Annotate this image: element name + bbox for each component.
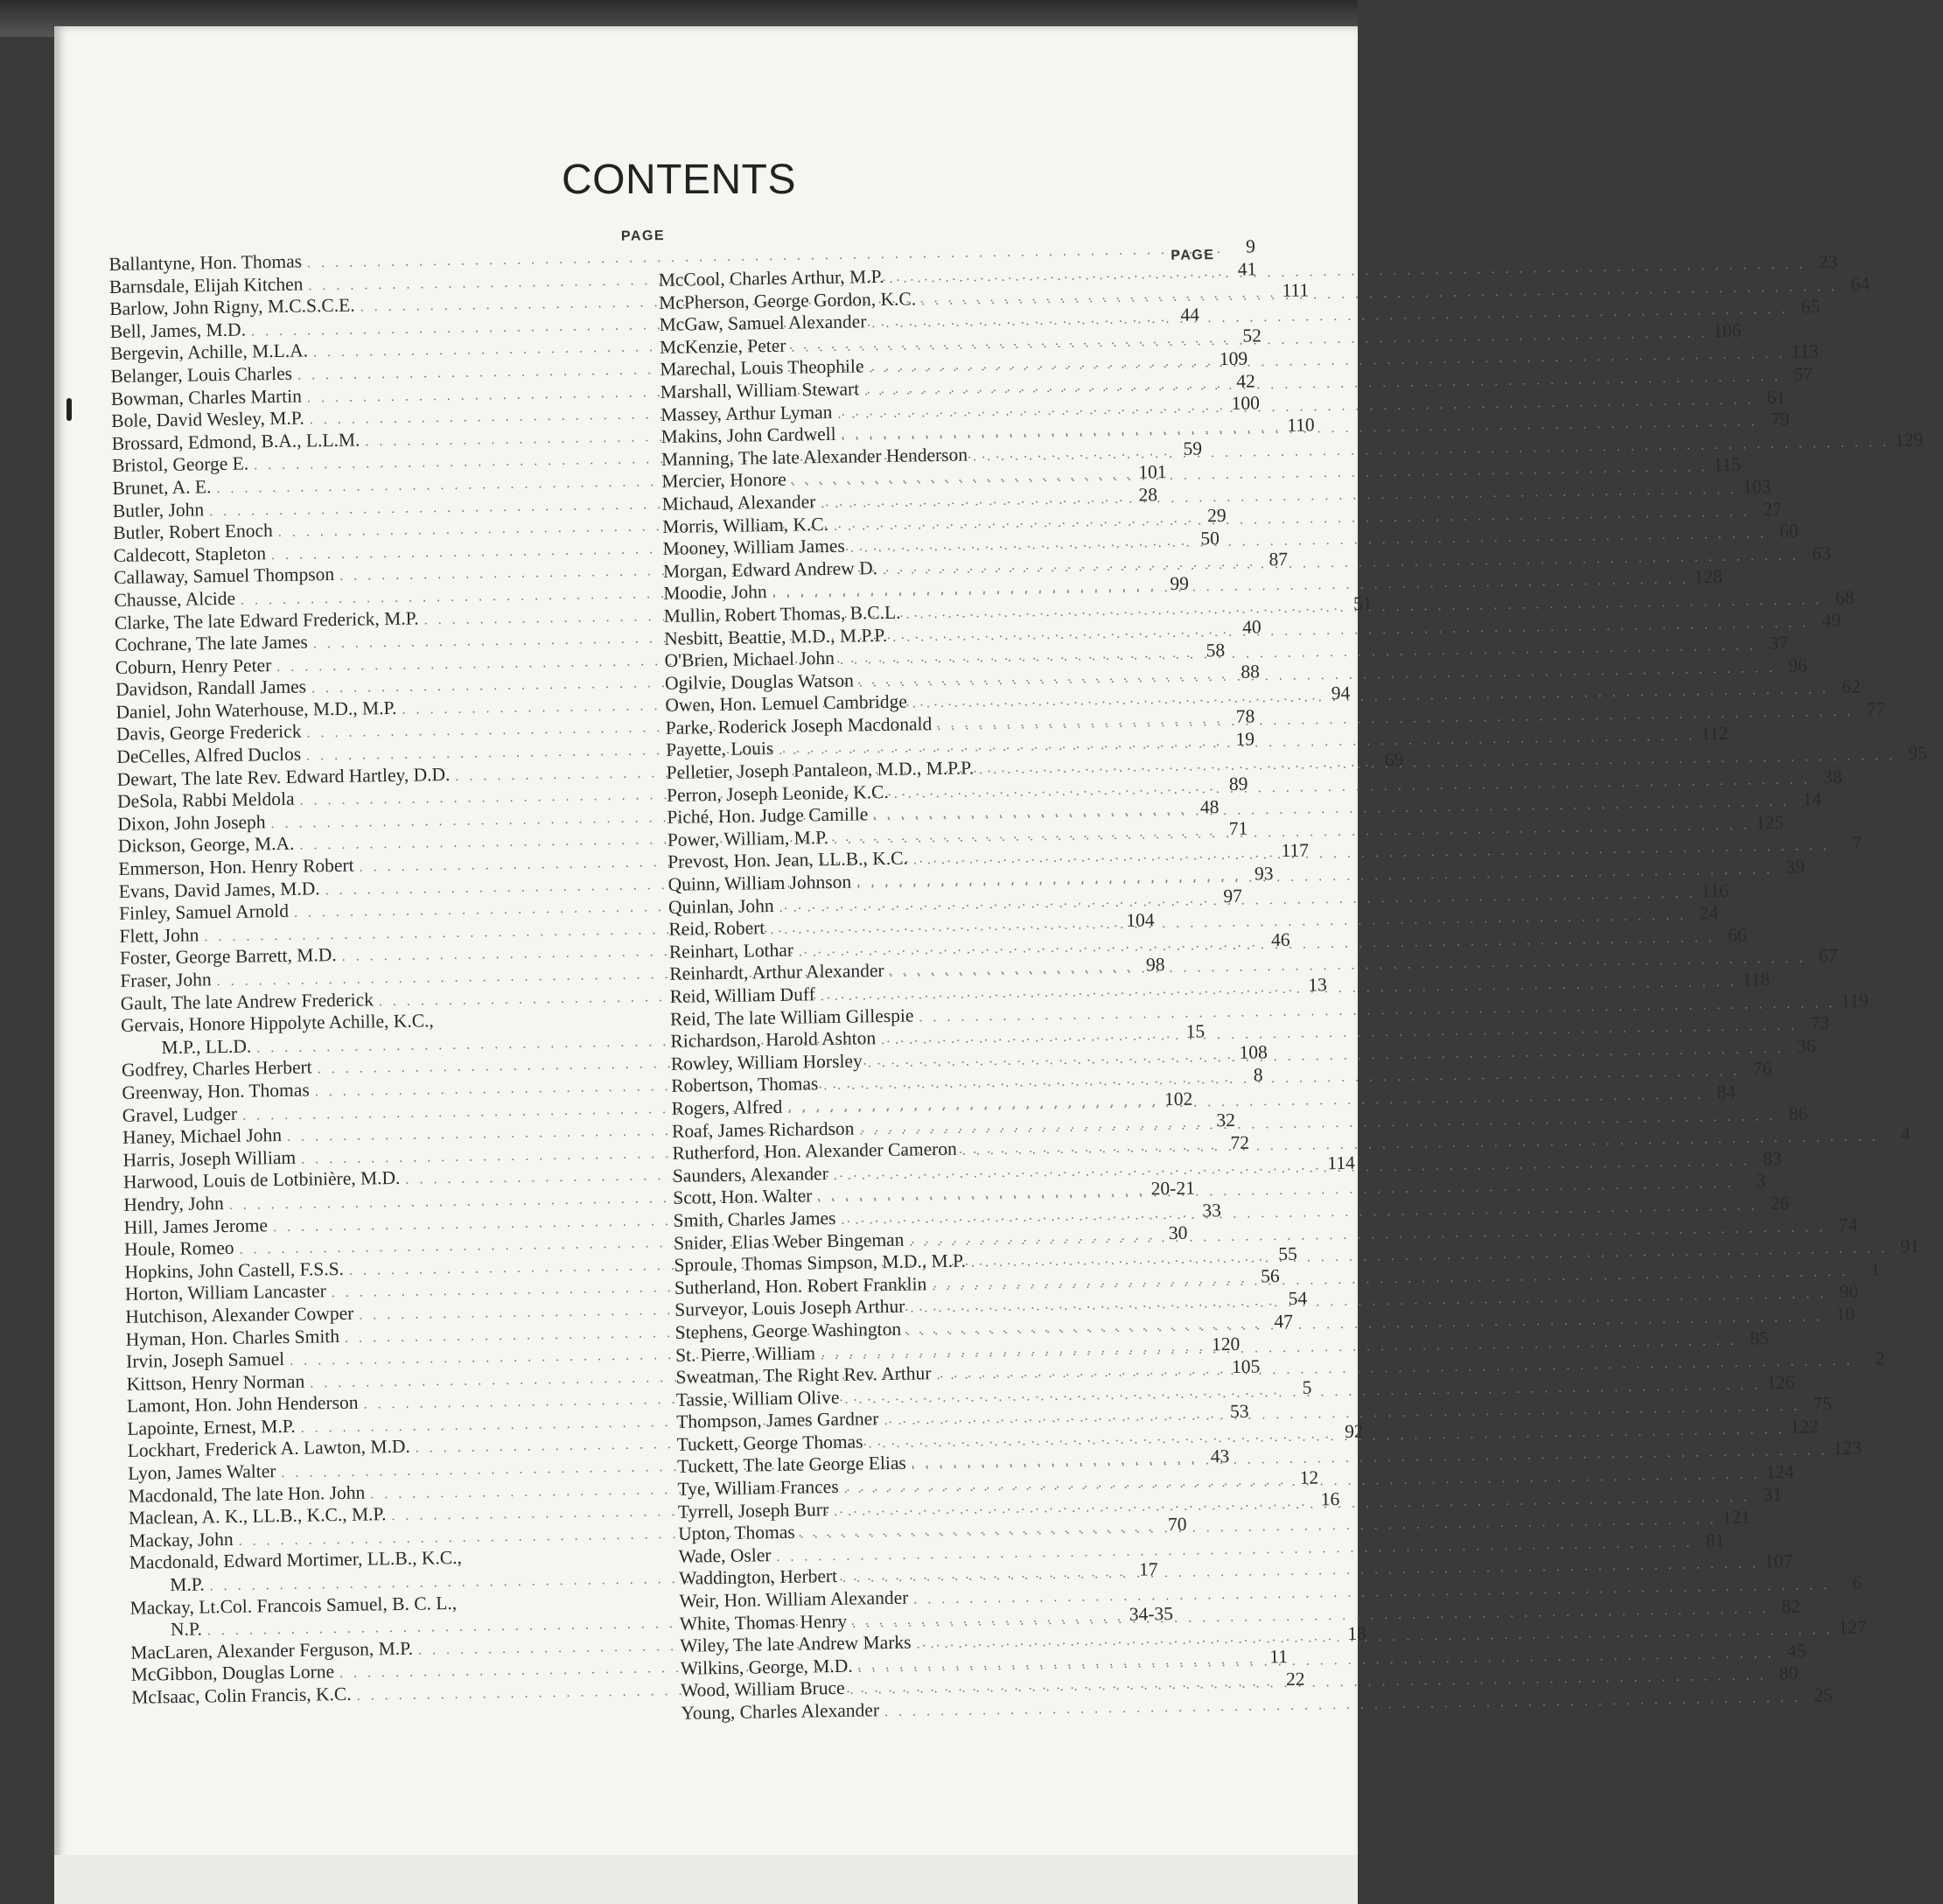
page-title: CONTENTS [562,157,796,203]
entry-page-number: 54 [1288,1287,1308,1309]
entry-page-number: 29 [1206,505,1227,527]
entry-name: Hyman, Hon. Charles Smith [125,1325,340,1350]
entry-name: Belanger, Louis Charles [110,362,293,387]
entry-page-number: 5 [1302,1376,1312,1399]
entry-name: Irvin, Joseph Samuel [126,1348,285,1372]
entry-page-number: 46 [1270,929,1290,951]
entry-page-number: 65 [1800,296,1821,318]
entry-page-number: 63 [1812,542,1832,564]
entry-name: Piché, Hon. Judge Camille [667,803,869,829]
entry-name: Caldecott, Stapleton [113,542,267,566]
entry-name: Makins, John Cardwell [660,423,836,448]
entry-name: O'Brien, Michael John [664,647,835,672]
entry-name: Massey, Arthur Lyman [660,401,833,425]
entry-page-number: 31 [1763,1483,1783,1505]
entry-name: Mackay, John [129,1528,234,1551]
entry-name: Thompson, James Gardner [676,1408,879,1433]
entry-name: McCool, Charles Arthur, M.P. [658,265,884,290]
entry-name: Power, William, M.P. [667,826,829,850]
entry-name: St. Pierre, William [674,1341,816,1366]
entry-page-number: 97 [1223,885,1243,907]
entry-name: Davidson, Randall James [115,676,307,701]
entry-name: Wood, William Bruce [680,1677,845,1702]
entry-page-number: 1 [1870,1257,1881,1280]
entry-page-number: 12 [1299,1466,1319,1488]
entry-page-number: 90 [1839,1280,1859,1303]
entry-page-number: 76 [1752,1058,1772,1080]
entry-page-number: 84 [1716,1081,1737,1103]
entry-name: Wiley, The late Andrew Marks [680,1631,912,1657]
entry-name: Reid, William Duff [669,984,815,1007]
entry-page-number: 59 [1183,438,1203,460]
entry-page-number: 107 [1764,1550,1793,1572]
entry-page-number: 117 [1281,839,1310,862]
entry-name: Fraser, John [120,969,212,991]
entry-name: Clarke, The late Edward Frederick, M.P. [114,606,419,634]
entry-page-number: 119 [1841,989,1869,1012]
entry-name: Gervais, Honore Hippolyte Achille, K.C., [120,1010,434,1037]
entry-name: Barlow, John Rigny, M.C.S.C.E. [109,294,355,320]
entry-page-number: 100 [1231,392,1261,415]
entry-name: Cochrane, The late James [115,631,308,656]
entry-page-number: 66 [1728,924,1747,946]
entry-page-number: 30 [1168,1222,1188,1244]
entry-name: McPherson, George Gordon, K.C. [658,287,917,313]
entry-page-number: 22 [1285,1668,1305,1690]
entry-page-number: 91 [1900,1235,1919,1256]
entry-name: Finley, Samuel Arnold [118,900,290,925]
entry-name: Manning, The late Alexander Henderson [660,444,968,470]
entry-name: McGibbon, Douglas Lorne [130,1661,335,1686]
entry-page-number: 110 [1287,414,1315,436]
entry-page-number: 89 [1228,773,1248,795]
entry-page-number: 82 [1781,1595,1801,1617]
entry-page-number: 79 [1770,408,1790,430]
entry-name: Mercier, Honore [661,469,786,493]
entry-page-number: 71 [1228,818,1248,840]
entry-name: Smith, Charles James [673,1207,836,1231]
entry-page-number: 128 [1694,566,1723,588]
entry-name: Snider, Elias Weber Bingeman [673,1228,905,1254]
entry-name: Tye, William Frances [677,1475,839,1500]
entry-name: DeSola, Rabbi Meldola [116,788,295,813]
entry-page-number: 96 [1788,654,1807,676]
entry-page-number: 74 [1838,1214,1858,1236]
entry-page-number: 57 [1793,363,1814,385]
entry-name: Hendry, John [123,1193,225,1215]
entry-name: Stephens, George Washington [674,1318,902,1343]
entry-name: Quinlan, John [667,894,774,918]
entry-page-number: 52 [1242,325,1262,347]
entry-page-number: 64 [1850,272,1870,295]
entry-page-number: 62 [1842,676,1861,698]
entry-name: Upton, Thomas [678,1521,795,1545]
entry-name: Sweatman, The Right Rev. Arthur [675,1362,932,1388]
entry-page-number: 47 [1274,1310,1294,1332]
entry-name: Chausse, Alcide [114,587,236,611]
entry-page-number: 45 [1786,1640,1807,1662]
entry-page-number: 112 [1700,723,1729,745]
entry-name: Tuckett, The late George Elias [676,1452,906,1478]
entry-page-number: 95 [1908,742,1928,764]
entry-page-number: 118 [1742,969,1771,990]
entry-page-number: 55 [1278,1242,1297,1264]
entry-page-number: 11 [1269,1646,1289,1668]
entry-page-number: 49 [1821,609,1842,631]
entry-name: Bole, David Wesley, M.P. [111,407,304,432]
entry-page-number: 68 [1835,586,1855,608]
entry-page-number: 4 [1900,1123,1911,1144]
entry-page-number: 98 [1145,954,1165,976]
entry-page-number: 43 [1210,1446,1230,1467]
entry-name: Rogers, Alfred [671,1096,783,1119]
entry-name: Waddington, Herbert [678,1565,838,1590]
entry-page-number: 17 [1138,1558,1158,1580]
entry-page-number: 56 [1260,1265,1280,1287]
entry-name: Brunet, A. E. [112,476,212,499]
entry-page-number: 19 [1235,728,1255,750]
entry-page-number: 93 [1254,862,1274,885]
entry-page-number: 127 [1838,1616,1867,1639]
entry-name: M.P., LL.D. [161,1035,252,1058]
entry-page-number: 103 [1742,475,1772,498]
entry-page-number: 3 [1756,1170,1766,1192]
entry-page-number: 106 [1713,319,1742,341]
entry-name: Sproule, Thomas Simpson, M.D., M.P. [674,1250,967,1276]
entry-page-number: 26 [1770,1192,1790,1214]
entry-page-number: 20-21 [1150,1177,1196,1200]
entry-page-number: 60 [1779,520,1799,542]
entry-name: Macdonald, The late Hon. John [128,1481,366,1507]
entry-name: Barnsdale, Elijah Kitchen [108,273,304,298]
entry-name: Lockhart, Frederick A. Lawton, M.D. [127,1436,410,1462]
entry-name: Gault, The late Andrew Frederick [120,988,374,1014]
entry-name: Owen, Hon. Lemuel Cambridge [665,690,908,717]
entry-name: Tassie, William Olive [675,1386,840,1410]
entry-name: Godfrey, Charles Herbert [121,1056,312,1082]
entry-name: Mackay, Lt.Col. Francois Samuel, B. C. L., [129,1592,458,1619]
entry-name: Lapointe, Ernest, M.P. [127,1415,296,1439]
entry-page-number: 51 [1352,592,1373,614]
entry-page-number: 37 [1769,632,1789,654]
entry-page-number: 39 [1786,856,1806,878]
entry-name: Pelletier, Joseph Pantaleon, M.D., M.P.P. [666,757,975,783]
entry-name: MacLaren, Alexander Ferguson, M.P. [130,1637,414,1663]
entry-name: Lamont, Hon. John Henderson [126,1391,359,1418]
entry-page-number: 27 [1763,498,1783,520]
entry-page-number: 70 [1167,1513,1187,1536]
entry-name: Tuckett, George Thomas [676,1431,863,1455]
entry-name: Morgan, Edward Andrew D. [662,556,878,582]
entry-page-number: 50 [1200,527,1220,550]
entry-page-number: 78 [1235,705,1255,728]
entry-page-number: 115 [1713,453,1742,476]
entry-page-number: 116 [1701,879,1730,901]
entry-page-number: 36 [1796,1035,1816,1057]
entry-name: Bergevin, Achille, M.L.A. [109,340,309,365]
entry-page-number: 8 [1253,1064,1263,1086]
entry-page-number: 94 [1331,682,1351,704]
entry-page-number: 33 [1202,1199,1222,1222]
entry-name: Davis, George Frederick [115,721,302,746]
entry-page-number: 48 [1199,795,1220,818]
entry-name: Prevost, Hon. Jean, LL.B., K.C. [667,848,909,873]
entry-page-number: 28 [1138,483,1158,506]
entry-name: Harris, Joseph William [122,1146,297,1171]
entry-name: Coburn, Henry Peter [115,654,272,678]
entry-name: Bowman, Charles Martin [110,385,303,410]
entry-page-number: 69 [1384,748,1404,770]
entry-page-number: 41 [1237,257,1257,280]
entry-page-number: 87 [1269,549,1289,570]
entry-page-number: 85 [1750,1326,1770,1349]
entry-name: Harwood, Louis de Lotbinière, M.D. [122,1167,401,1194]
entry-page-number: 99 [1170,572,1190,594]
entry-name: McIsaac, Colin Francis, K.C. [131,1683,352,1708]
entry-page-number: 44 [1180,304,1200,326]
entry-page-number: 73 [1810,1012,1830,1034]
entry-name: DeCelles, Alfred Duclos [116,743,302,767]
entry-name: Hutchison, Alexander Cowper [125,1302,354,1327]
entry-name: Perron, Joseph Leonide, K.C. [666,780,889,806]
entry-name: Bristol, George E. [111,452,249,477]
entry-page-number: 2 [1875,1348,1885,1369]
entry-page-number: 42 [1236,369,1255,392]
entry-page-number: 125 [1755,811,1785,834]
entry-page-number: 81 [1705,1529,1725,1551]
entry-name: Wade, Osler [678,1544,772,1567]
entry-name: Macdonald, Edward Mortimer, LL.B., K.C., [129,1547,463,1574]
entry-page-number: 121 [1722,1506,1751,1529]
entry-name: Hopkins, John Castell, F.S.S. [124,1257,345,1283]
entry-name: Young, Charles Alexander [681,1699,880,1724]
entry-name: Reid, The late William Gillespie [669,1004,914,1030]
entry-page-number: 105 [1231,1355,1261,1377]
entry-name: Wilkins, George, M.D. [680,1655,853,1679]
entry-name: Nesbitt, Beattie, M.D., M.P.P. [664,624,888,649]
entry-name: Kittson, Henry Norman [126,1370,305,1395]
ink-mark [66,398,72,421]
entry-page-number: 10 [1835,1303,1856,1325]
entry-page-number: 13 [1308,973,1327,996]
entry-name: Flett, John [119,924,199,947]
entry-page-number: 126 [1766,1371,1795,1393]
entry-page-number: 113 [1791,340,1819,363]
entry-name: Reinhart, Lothar [668,939,794,962]
entry-page-number: 58 [1206,639,1226,662]
entry-page-number: 122 [1790,1416,1819,1438]
entry-name: Reid, Robert [668,917,765,941]
entry-page-number: 24 [1699,902,1719,924]
entry-page-number: 38 [1822,766,1842,788]
entry-name: Michaud, Alexander [661,491,816,514]
entry-name: Greenway, Hon. Thomas [122,1079,310,1103]
entry-name: Weir, Hon. William Alexander [679,1586,909,1612]
entry-name: Roaf, James Richardson [671,1117,855,1142]
entry-name: Quinn, William Johnson [667,871,852,895]
entry-page-number: 83 [1762,1147,1782,1170]
entry-page-number: 102 [1164,1088,1193,1110]
entry-name: Butler, John [112,498,205,522]
entry-name: Morris, William, K.C. [662,513,829,537]
entry-page-number: 88 [1241,661,1261,683]
entry-name: Parke, Roderick Joseph Macdonald [665,713,933,738]
entry-name: Hill, James Jerome [123,1214,269,1238]
entry-page-number: 80 [1779,1662,1799,1684]
entry-name: Scott, Hon. Walter [673,1185,813,1209]
entry-name: Payette, Louis [666,738,774,761]
entry-page-number: 109 [1219,347,1248,370]
entry-page-number: 129 [1894,429,1924,451]
entry-name: Saunders, Alexander [672,1162,828,1186]
entry-name: Dewart, The late Rev. Edward Hartley, D.D. [116,763,451,790]
entry-name: Maclean, A. K., LL.B., K.C., M.P. [128,1503,387,1530]
page-column-header: PAGE [1171,248,1215,263]
entry-name: Dickson, George, M.A. [117,833,295,858]
entry-name: Dixon, John Joseph [117,811,266,835]
entry-page-number: 40 [1241,616,1262,638]
page-column-header: PAGE [620,228,666,244]
entry-page-number: 77 [1866,697,1886,720]
entry-name: Emmerson, Hon. Henry Robert [118,854,354,879]
entry-name: Foster, George Barrett, M.D. [119,944,337,970]
entry-page-number: 14 [1802,788,1822,810]
entry-page-number: 101 [1138,460,1167,483]
entry-name: Robertson, Thomas [671,1073,819,1097]
entry-page-number: 75 [1813,1393,1833,1415]
entry-name: McKenzie, Peter [659,334,786,358]
entry-page-number: 18 [1347,1622,1367,1644]
entry-name: Callaway, Samuel Thompson [113,564,335,589]
entry-page-number: 61 [1766,386,1786,408]
entry-page-number: 104 [1126,909,1155,931]
entry-page-number: 16 [1320,1488,1340,1510]
entry-page-number: 67 [1818,945,1838,967]
entry-page-number: 25 [1814,1684,1834,1706]
entry-page-number: 72 [1230,1131,1250,1153]
entry-name: N.P. [170,1618,203,1641]
entry-name: Rutherford, Hon. Alexander Cameron [672,1138,958,1165]
entry-page-number: 34-35 [1129,1603,1174,1626]
entry-page-number: 9 [1245,235,1256,257]
entry-page-number: 123 [1833,1438,1863,1460]
entry-page-number: 124 [1765,1460,1794,1483]
entry-page-number: 53 [1229,1400,1249,1422]
entry-name: Tyrrell, Joseph Burr [677,1498,829,1522]
entry-page-number: 114 [1327,1152,1355,1174]
entry-name: Marshall, William Stewart [660,378,860,402]
entry-name: Brossard, Edmond, B.A., L.L.M. [111,429,360,454]
entry-name: Evans, David James, M.D. [118,877,320,902]
entry-name: Marechal, Louis Theophile [660,355,864,381]
entry-page-number: 6 [1852,1572,1863,1593]
entry-page-number: 15 [1185,1020,1206,1042]
entry-page-number: 108 [1239,1041,1268,1064]
entry-name: Daniel, John Waterhouse, M.D., M.P. [115,696,397,723]
entry-page-number: 86 [1788,1102,1808,1124]
entry-name: Houle, Romeo [124,1237,234,1260]
entry-name: M.P. [170,1573,205,1596]
entry-name: Mullin, Robert Thomas, B.C.L. [663,601,901,626]
entry-name: Richardson, Harold Ashton [670,1027,877,1053]
entry-name: Horton, William Lancaster [124,1280,326,1306]
entry-name: Sutherland, Hon. Robert Franklin [674,1273,927,1298]
entry-name: Mooney, William James [662,535,845,560]
entry-name: McGaw, Samuel Alexander [659,311,867,336]
page-bottom-strip [54,1855,1358,1904]
entry-page-number: 7 [1851,832,1862,855]
entry-name: Lyon, James Walter [128,1460,276,1484]
entry-page-number: 32 [1216,1110,1236,1131]
entry-name: Moodie, John [663,581,767,605]
entry-page-number: 92 [1344,1421,1364,1443]
entry-name: Reinhardt, Arthur Alexander [669,960,884,985]
entry-name: Haney, Michael John [122,1124,283,1149]
entry-name: Gravel, Ludger [122,1102,238,1126]
entry-name: Rowley, William Horsley [670,1050,863,1074]
entry-name: Surveyor, Louis Joseph Arthur [674,1296,905,1321]
entry-name: Ballantyne, Hon. Thomas [108,250,303,275]
entry-name: Butler, Robert Enoch [113,520,273,544]
entry-page-number: 120 [1211,1333,1241,1355]
entry-page-number: 111 [1282,279,1310,302]
entry-page-number: 23 [1818,250,1838,273]
entry-name: White, Thomas Henry [679,1610,848,1634]
entry-name: Bell, James, M.D. [109,318,247,342]
entry-name: Ogilvie, Douglas Watson [664,669,855,694]
